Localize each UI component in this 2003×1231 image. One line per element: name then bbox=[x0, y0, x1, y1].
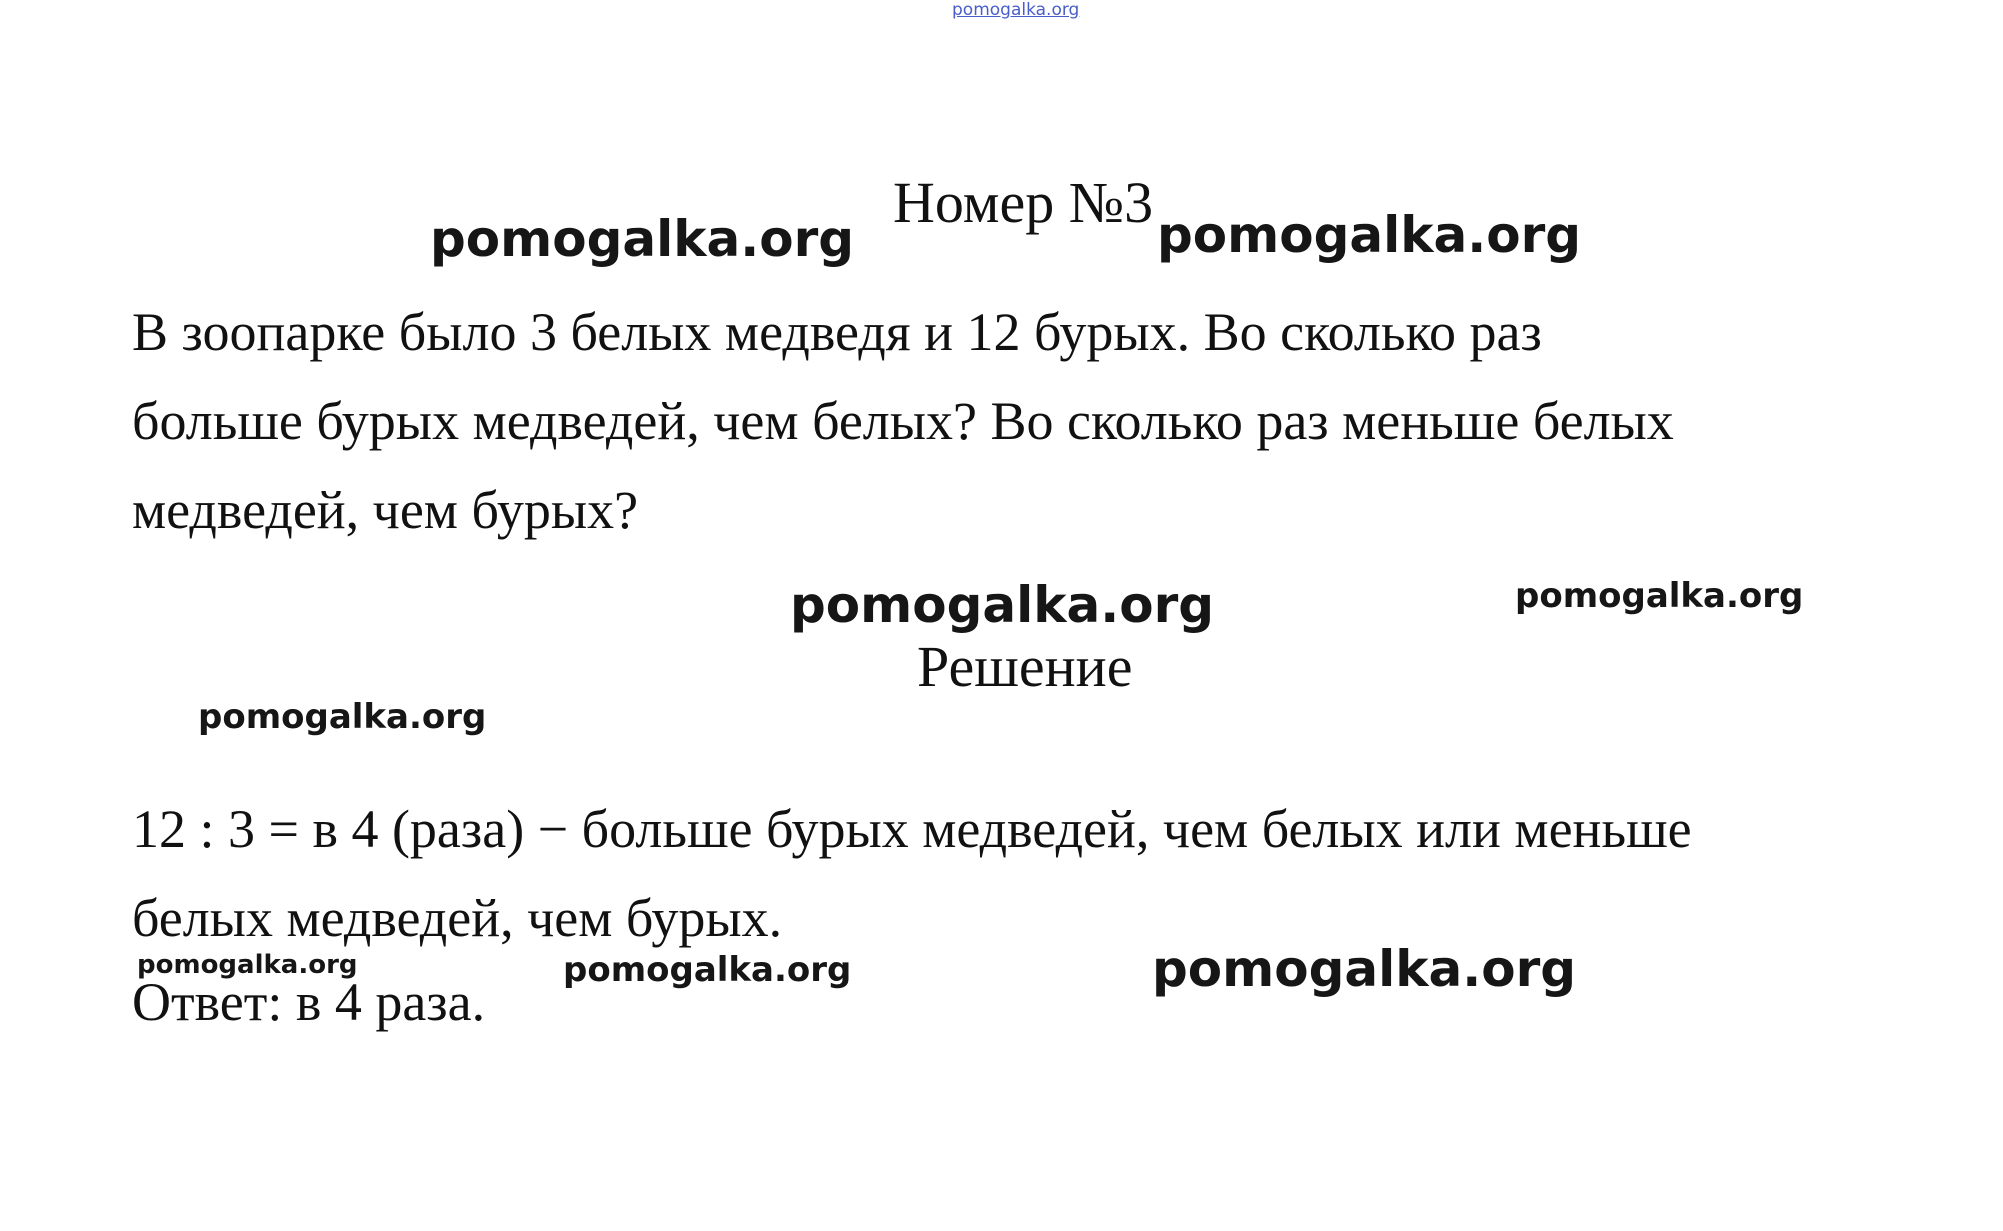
task-title: Номер №3 bbox=[893, 170, 1154, 235]
watermark-4: pomogalka.org bbox=[1515, 576, 1804, 616]
watermark-2: pomogalka.org bbox=[1157, 206, 1582, 264]
task-line-1: В зоопарке было 3 белых медведя и 12 бурых. Во сколько раз bbox=[132, 302, 1542, 362]
task-line-2: больше бурых медведей, чем белых? Во сколько раз меньше белых bbox=[132, 391, 1674, 451]
watermark-1: pomogalka.org bbox=[430, 210, 855, 268]
watermark-3: pomogalka.org bbox=[790, 576, 1215, 634]
watermark-5: pomogalka.org bbox=[198, 697, 487, 737]
header-site-link[interactable]: pomogalka.org bbox=[952, 0, 1080, 20]
solution-heading: Решение bbox=[917, 634, 1133, 699]
solution-line-1: 12 : 3 = в 4 (раза) − больше бурых медведей, чем белых или меньше bbox=[132, 799, 1692, 859]
answer-text: Ответ: в 4 раза. bbox=[132, 972, 486, 1032]
watermark-6: pomogalka.org bbox=[137, 950, 358, 980]
solution-line-2: белых медведей, чем бурых. bbox=[132, 888, 783, 948]
watermark-8: pomogalka.org bbox=[1152, 940, 1577, 998]
task-line-3: медведей, чем бурых? bbox=[132, 480, 639, 540]
watermark-7: pomogalka.org bbox=[563, 950, 852, 990]
